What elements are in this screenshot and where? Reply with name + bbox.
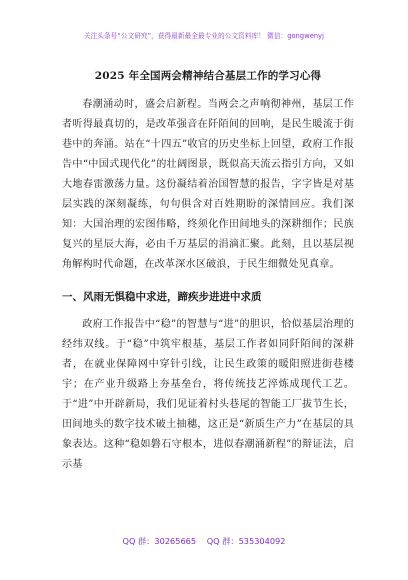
section-heading: 一、风雨无惧稳中求进，蹄疾步进进中求质 bbox=[62, 291, 262, 303]
header-banner: 关注头条号“公文研究”，获得最新最全最专业的公文资料库！ 微信：gongwenyj bbox=[83, 32, 325, 40]
footer-qq-group-1: QQ 群：30265665 bbox=[122, 536, 197, 546]
document-body bbox=[62, 60, 354, 475]
intro-paragraph: 春潮涌动时，盛会启新程。当两会之声响彻神州，基层工作者听得最真切的，是改革强音在阡陌间的回响，是民生暖流于街巷中的奔涌。站在“十四五”收官的历史坐标上回望，政府工作报告中“中国式现代化”的壮阔图景，既似高天流云指引方向，又如大地春雷激荡力量。这份凝结着治国智慧的报告，字字皆是对基层实践的深刻凝练，句句俱含对百姓期盼的深情回应。我们深知：大国治理的宏图伟略，终须化作田间地头的深耕细作；民族复兴的星辰大海，必由千万基层的涓滴汇聚。此刻，且以基层视角解构时代命题，在改革深水区破浪，于民生细微处见真章。 bbox=[62, 99, 354, 270]
section-paragraph: 政府工作报告中“稳”的智慧与“进”的胆识，恰似基层治理的经纬双线。于“稳”中筑牢根基，基层工作者如同阡陌间的深耕者，在就业保障网中穿针引线，让民生政策的暖阳照进街巷楼宇；在产业升级路上夯基垒台，将传统技艺淬炼成现代工艺。于“进”中开辟新局，我们见证着村头巷尾的智能工厂拔节生长，田间地头的数字技术破土抽穗，这正是“新质生产力”在基层的具象表达。这种“稳如磐石守根本，进似春潮涌新程”的辩证法，启示基 bbox=[62, 319, 354, 470]
footer-qq-group-2: QQ 群：535304092 bbox=[206, 536, 286, 546]
document-title: 2025 年全国两会精神结合基层工作的学习心得 bbox=[94, 70, 322, 82]
footer-contact bbox=[0, 536, 408, 547]
